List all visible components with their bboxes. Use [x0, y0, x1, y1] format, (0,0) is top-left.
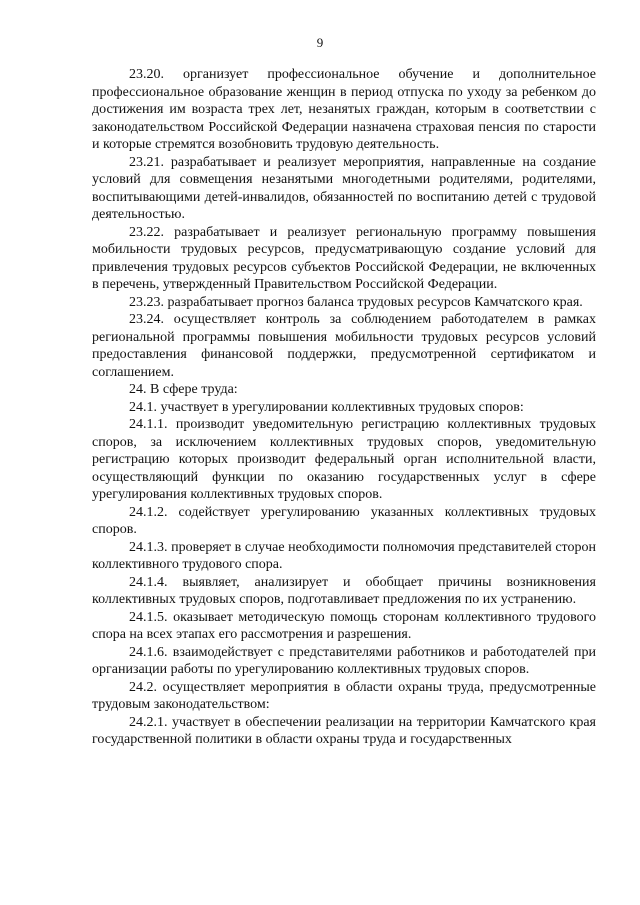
paragraph-24-1-5: 24.1.5. оказывает методическую помощь сторонам коллективного трудового спора на всех этапах его рассмотрения и разрешения.: [92, 609, 596, 642]
paragraph-23-22: 23.22. разрабатывает и реализует региональную программу повышения мобильности трудовых ресурсов, предусматривающую создание условий для привлечения трудовых ресурсов субъектов Российской Федерации, не включенных в перечень, утвержденный Правительством Российской Федерации.: [92, 224, 596, 292]
paragraph-24-1-2: 24.1.2. содействует урегулированию указанных коллективных трудовых споров.: [92, 504, 596, 537]
page-number: 9: [316, 35, 324, 50]
paragraph-24-1-6: 24.1.6. взаимодействует с представителями работников и работодателей при организации работы по урегулированию коллективных трудовых споров.: [92, 644, 596, 677]
paragraph-24-1-3: 24.1.3. проверяет в случае необходимости полномочия представителей сторон коллективного трудового спора.: [92, 539, 596, 572]
paragraph-23-21: 23.21. разрабатывает и реализует мероприятия, направленные на создание условий для совмещения незанятыми многодетными родителями, родителями, воспитывающими детей-инвалидов, обязанностей по воспитанию детей с трудовой деятельностью.: [92, 154, 596, 222]
document-body: [92, 66, 596, 749]
paragraph-23-20: 23.20. организует профессиональное обучение и дополнительное профессиональное образование женщин в период отпуска по уходу за ребенком до достижения им возраста трех лет, незанятых граждан, которым в соответствии с законодательством Российской Федерации назначена страховая пенсия по старости и которые стремятся возобновить трудовую деятельность.: [92, 67, 596, 152]
paragraph-24-2-1: 24.2.1. участвует в обеспечении реализации на территории Камчатского края государственной политики в области охраны труда и государственных: [92, 714, 596, 747]
paragraph-24-1-1: 24.1.1. производит уведомительную регистрацию коллективных трудовых споров, за исключением коллективных трудовых споров, уведомительную регистрацию которых производит федеральный орган исполнительной власти, осуществляющий функции по оказанию государственных услуг в сфере урегулирования коллективных трудовых споров.: [92, 417, 596, 502]
paragraph-24-1: 24.1. участвует в урегулировании коллективных трудовых споров:: [129, 399, 524, 415]
section-heading-24: 24. В сфере труда:: [129, 382, 238, 397]
paragraph-23-23: 23.23. разрабатывает прогноз баланса трудовых ресурсов Камчатского края.: [129, 294, 583, 310]
paragraph-23-24: 23.24. осуществляет контроль за соблюдением работодателем в рамках региональной программы повышения мобильности трудовых ресурсов условий предоставления финансовой поддержки, предусмотренной сертификатом и соглашением.: [92, 312, 596, 380]
paragraph-24-2: 24.2. осуществляет мероприятия в области охраны труда, предусмотренные трудовым законодательством:: [92, 679, 596, 712]
paragraph-24-1-4: 24.1.4. выявляет, анализирует и обобщает причины возникновения коллективных трудовых споров, подготавливает предложения по их устранению.: [92, 574, 596, 607]
